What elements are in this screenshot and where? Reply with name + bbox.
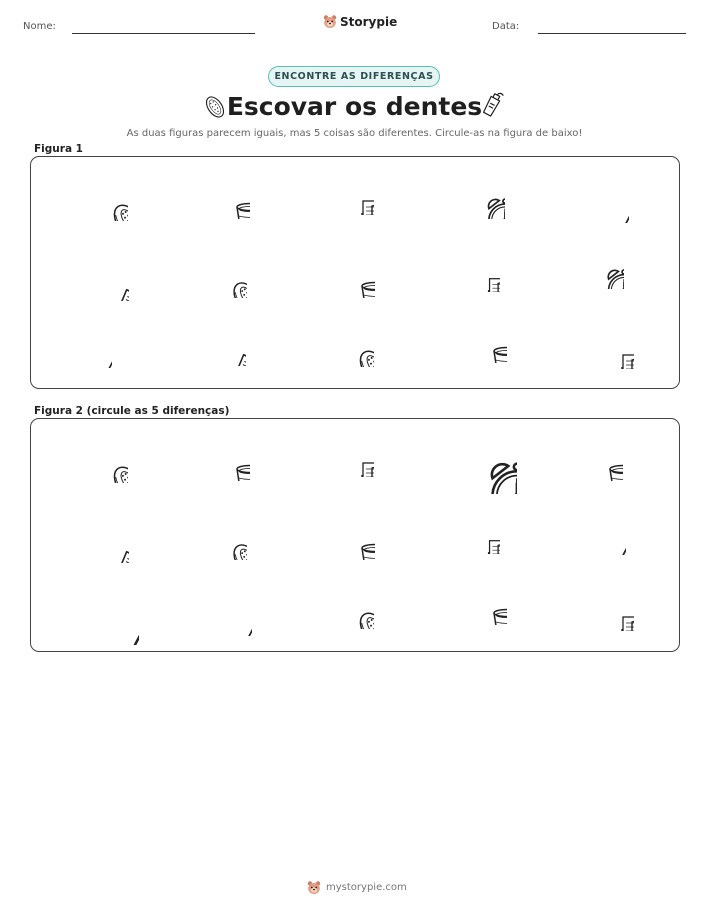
figure-1-panel: [30, 156, 680, 389]
alarm-clock-icon[interactable]: [459, 173, 505, 219]
brush-icon[interactable]: [205, 518, 247, 560]
toothbrush-icon[interactable]: [202, 586, 252, 636]
toothpaste-icon[interactable]: [83, 255, 129, 301]
cup-icon[interactable]: [335, 520, 375, 560]
cup-icon[interactable]: [467, 323, 507, 363]
toothbrush-icon[interactable]: [576, 505, 626, 555]
name-field-line[interactable]: [72, 33, 255, 34]
activity-badge: ENCONTRE AS DIFERENÇAS: [268, 66, 440, 87]
brush-icon[interactable]: [84, 439, 128, 483]
figure-1-label: Figura 1: [34, 143, 83, 155]
music-note-icon[interactable]: [334, 437, 374, 477]
music-note-icon[interactable]: [594, 591, 634, 631]
toothpaste-icon: [476, 89, 508, 121]
cup-icon[interactable]: [335, 258, 375, 298]
toothpaste-icon[interactable]: [200, 320, 246, 366]
cup-icon[interactable]: [583, 441, 623, 481]
music-note-icon[interactable]: [462, 254, 500, 292]
alarm-clock-icon[interactable]: [447, 424, 517, 494]
figure-2-label: Figura 2 (circule as 5 diferenças): [34, 405, 230, 417]
brand-logo: [323, 14, 397, 29]
music-note-icon[interactable]: [334, 175, 374, 215]
page-title: Escovar os dentes: [226, 92, 483, 121]
storypie-mascot-icon: [323, 14, 337, 29]
toothbrush-icon[interactable]: [579, 173, 629, 223]
toothpaste-icon[interactable]: [83, 517, 129, 563]
name-label: Nome:: [23, 21, 56, 32]
instructions: As duas figuras parecem iguais, mas 5 coisas são diferentes. Circule-as na figura de baixo!: [126, 128, 583, 139]
footer-site[interactable]: mystorypie.com: [326, 882, 407, 893]
toothbrush-icon[interactable]: [67, 573, 139, 645]
alarm-clock-icon[interactable]: [580, 245, 624, 289]
cup-icon[interactable]: [210, 441, 250, 481]
brand-name: Storypie: [340, 14, 398, 29]
figure-2-panel: [30, 418, 680, 652]
brush-icon[interactable]: [330, 323, 374, 367]
music-note-icon[interactable]: [594, 329, 634, 369]
storypie-mascot-icon: [307, 880, 321, 895]
brush-icon[interactable]: [84, 177, 128, 221]
brush-icon[interactable]: [205, 256, 247, 298]
cup-icon[interactable]: [467, 585, 507, 625]
brush-icon[interactable]: [330, 585, 374, 629]
footer: [307, 880, 407, 895]
toothbrush-icon[interactable]: [66, 322, 112, 368]
date-label: Data:: [492, 21, 520, 32]
cup-icon[interactable]: [210, 179, 250, 219]
date-field-line[interactable]: [538, 33, 686, 34]
music-note-icon[interactable]: [462, 516, 500, 554]
